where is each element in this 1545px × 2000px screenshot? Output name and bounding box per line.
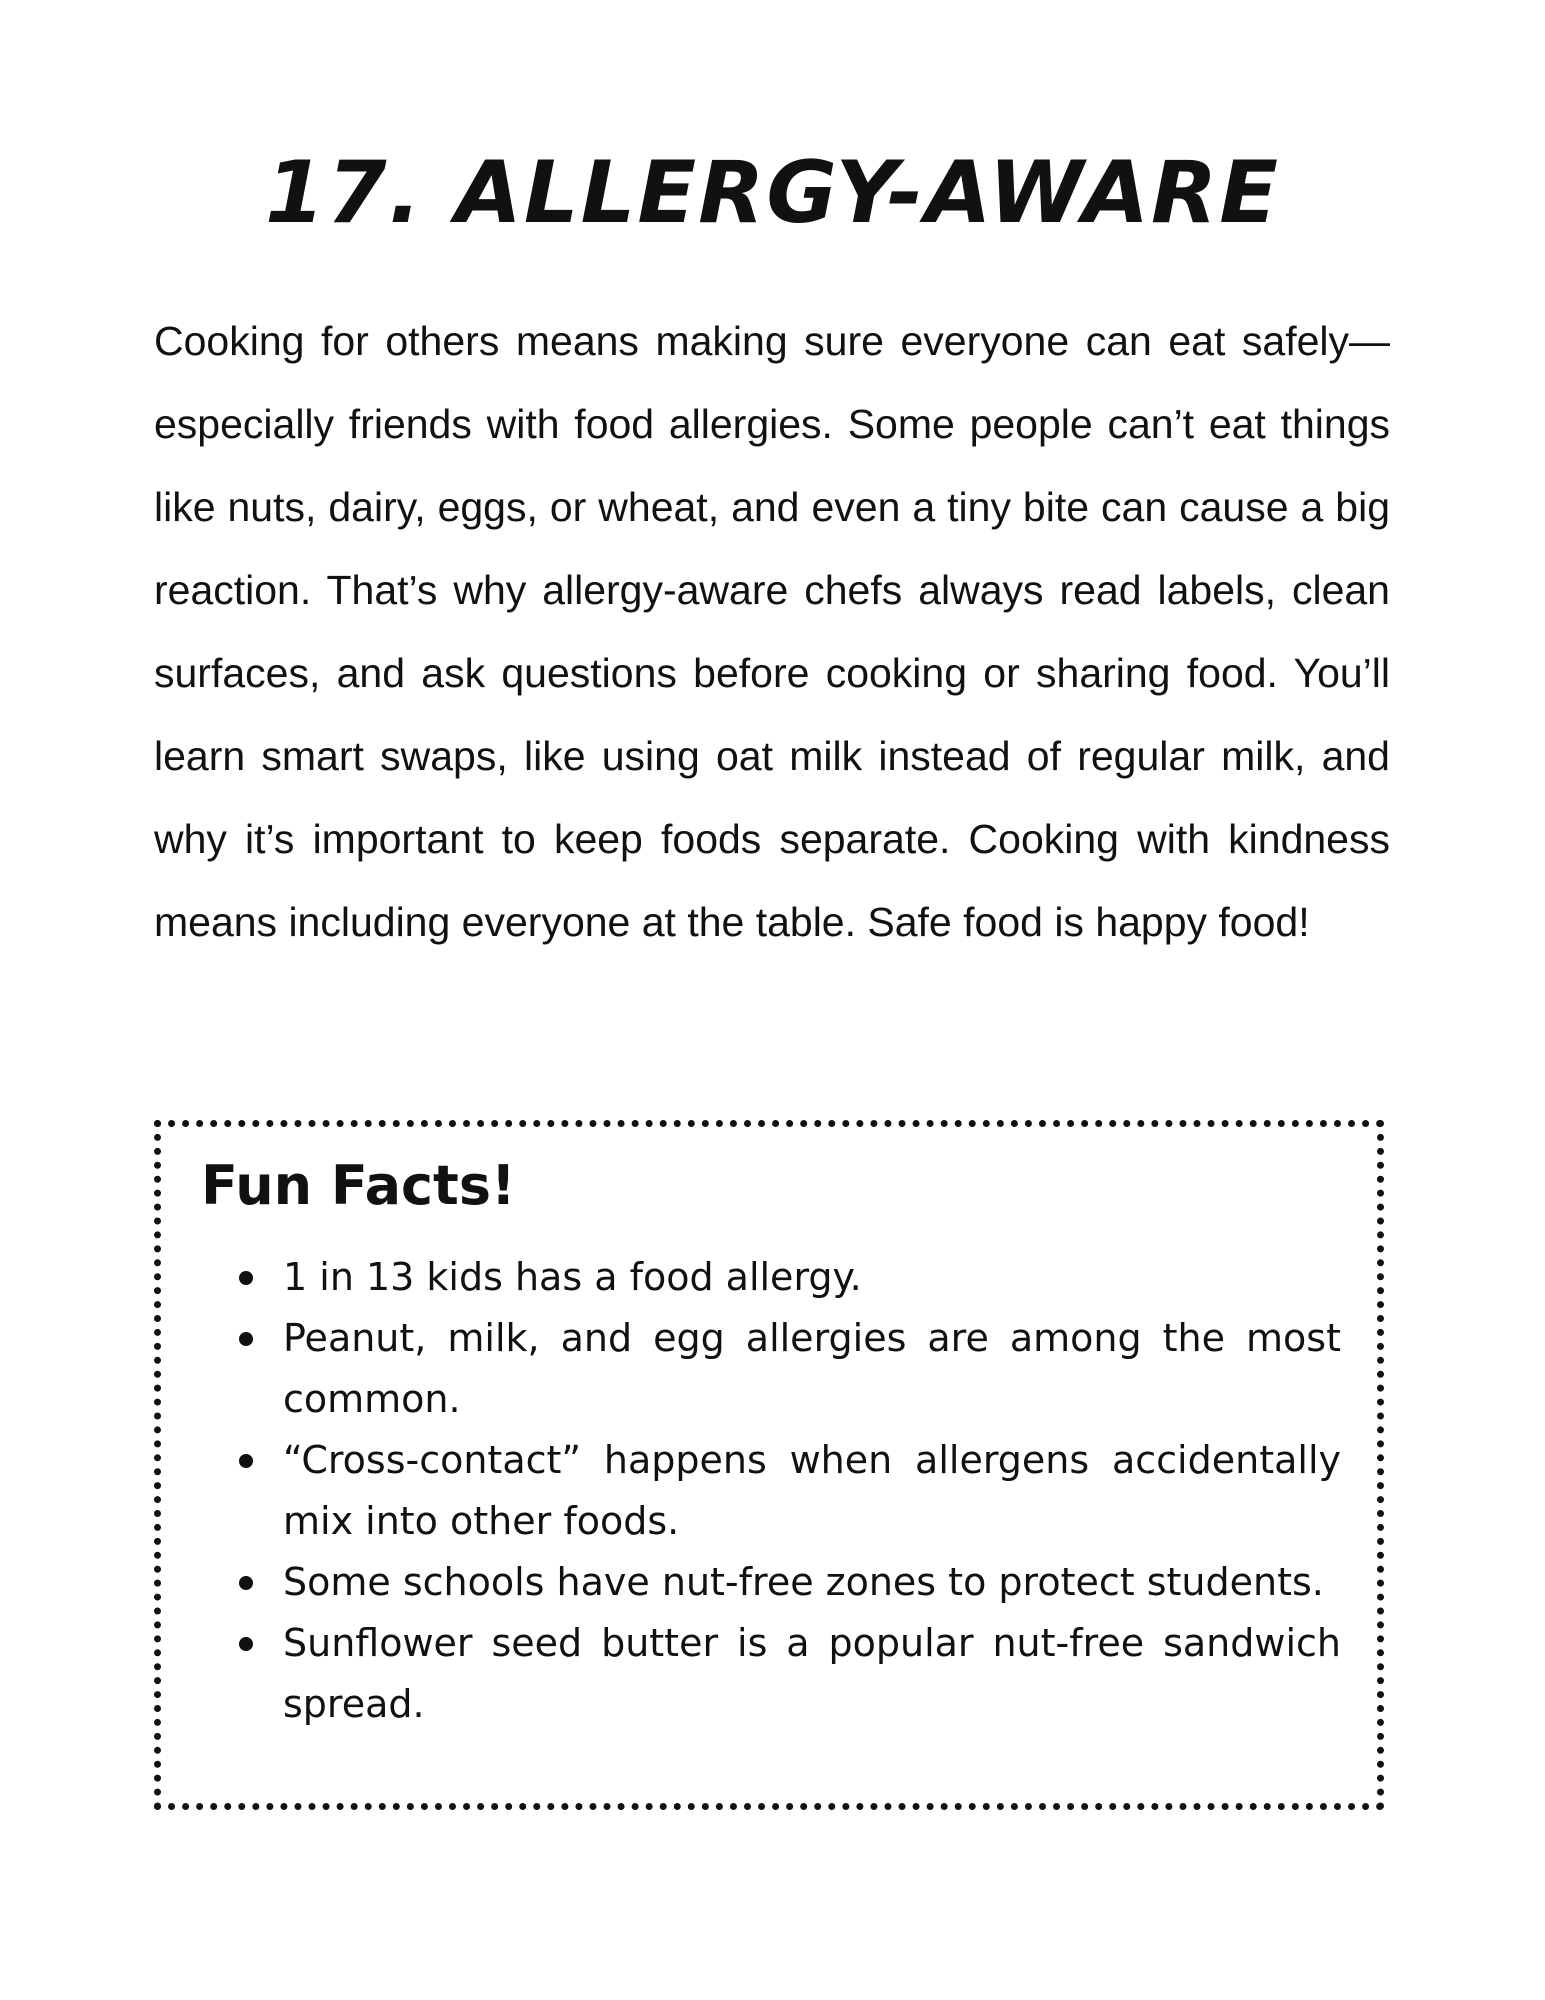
fun-facts-box xyxy=(154,1120,1384,1810)
list-item xyxy=(283,1613,1341,1735)
list-item xyxy=(283,1308,1341,1430)
bullet-icon xyxy=(239,1454,253,1468)
bullet-icon xyxy=(239,1637,253,1651)
body-paragraph: Cooking for others means making sure everyone can eat safely—especially friends with food allergies. Some people can’t eat things like nuts, dairy, eggs, or wheat, and even a tiny bite can cause a big reaction. That’s why allergy-aware chefs always read labels, clean surfaces, and ask questions before cooking or sharing food. You’ll learn smart swaps, like using oat milk instead of regular milk, and why it’s important to keep foods separate. Cooking with kindness means including everyone at the table. Safe food is happy food! xyxy=(154,318,1390,945)
list-item-text: Sunflower seed butter is a popular nut-free sandwich spread. xyxy=(283,1621,1341,1726)
list-item-text: Some schools have nut-free zones to protect students. xyxy=(283,1560,1324,1604)
list-item-text: Peanut, milk, and egg allergies are among the most common. xyxy=(283,1316,1341,1421)
list-item xyxy=(283,1430,1341,1552)
list-item xyxy=(283,1247,1341,1308)
bullet-icon xyxy=(239,1576,253,1590)
fun-facts-list xyxy=(283,1247,1341,1735)
list-item xyxy=(283,1552,1341,1613)
bullet-icon xyxy=(239,1332,253,1346)
bullet-icon xyxy=(239,1271,253,1285)
page-title: 17. ALLERGY-AWARE xyxy=(264,143,1281,243)
fun-facts-heading: Fun Facts! xyxy=(201,1154,516,1217)
list-item-text: “Cross-contact” happens when allergens accidentally mix into other foods. xyxy=(283,1438,1341,1543)
list-item-text: 1 in 13 kids has a food allergy. xyxy=(283,1255,862,1299)
